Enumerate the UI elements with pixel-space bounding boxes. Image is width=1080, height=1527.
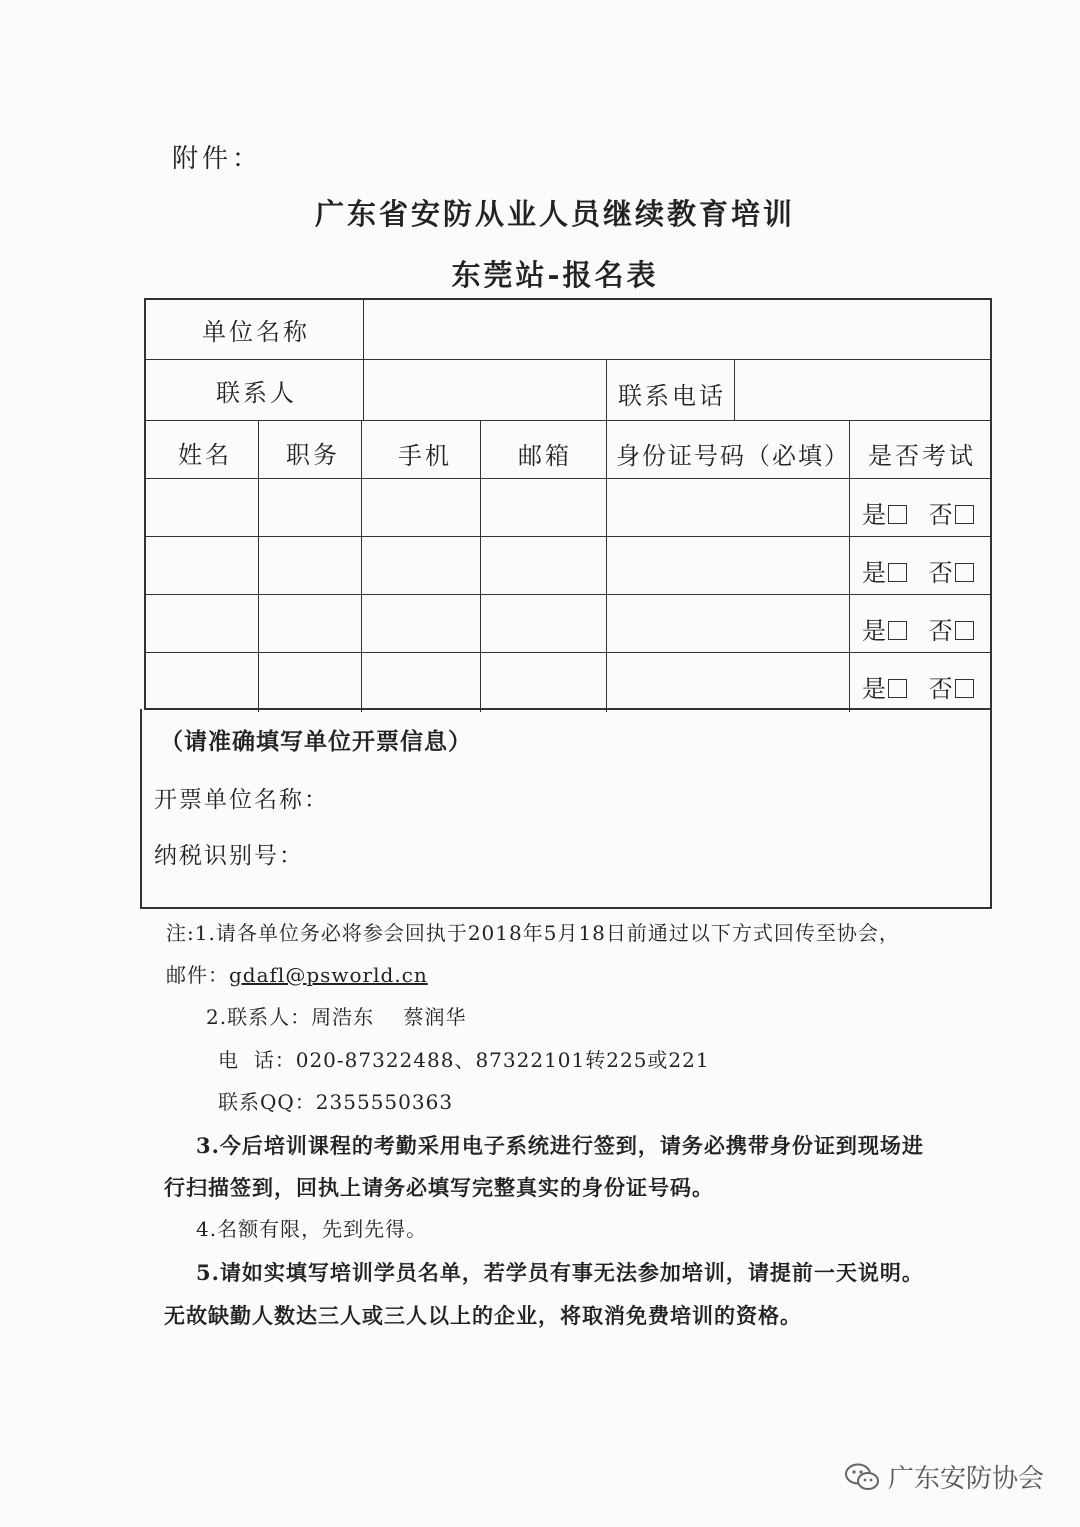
exam-yes-label: 是 — [862, 559, 886, 587]
yes-checkbox[interactable] — [888, 505, 907, 524]
unit-name-label: 单位名称 — [202, 318, 310, 346]
registration-table — [144, 298, 992, 710]
table-rule — [480, 420, 481, 712]
yes-checkbox[interactable] — [888, 563, 907, 582]
exam-no-label: 否 — [928, 559, 953, 587]
exam-yes-label: 是 — [862, 675, 886, 703]
note-5b: 无故缺勤人数达三人或三人以上的企业，将取消免费培训的资格。 — [164, 1303, 802, 1328]
note-qq: 联系QQ：2355550363 — [218, 1090, 454, 1114]
note-4: 4.名额有限，先到先得。 — [196, 1217, 428, 1241]
col-header-name: 姓名 — [178, 441, 232, 469]
col-header-email: 邮箱 — [518, 442, 572, 470]
exam-choice — [862, 611, 974, 646]
exam-choice — [862, 495, 974, 530]
table-rule — [258, 420, 259, 712]
table-rule — [361, 420, 362, 712]
exam-choice — [862, 553, 974, 588]
note-2: 2.联系人：周浩东 蔡润华 — [206, 1005, 467, 1029]
no-checkbox[interactable] — [955, 563, 974, 582]
yes-checkbox[interactable] — [888, 679, 907, 698]
attachment-label: 附件： — [172, 144, 263, 174]
note-3a: 3.今后培训课程的考勤采用电子系统进行签到，请务必携带身份证到现场进 — [196, 1133, 924, 1158]
table-rule — [606, 359, 607, 420]
table-rule — [146, 420, 990, 421]
table-rule — [146, 594, 990, 595]
exam-no-label: 否 — [928, 617, 953, 645]
contact-phone-label: 联系电话 — [618, 382, 726, 410]
yes-checkbox[interactable] — [888, 621, 907, 640]
exam-yes-label: 是 — [862, 501, 886, 529]
exam-choice — [862, 669, 974, 704]
contact-label: 联系人 — [216, 379, 297, 407]
table-rule — [734, 359, 735, 420]
table-rule — [146, 478, 990, 479]
invoice-company-label: 开票单位名称： — [154, 787, 329, 813]
exam-no-label: 否 — [928, 501, 953, 529]
no-checkbox[interactable] — [955, 621, 974, 640]
table-rule — [146, 652, 990, 653]
exam-yes-label: 是 — [862, 617, 886, 645]
col-header-id-number: 身份证号码（必填） — [616, 442, 850, 470]
col-header-exam: 是否考试 — [868, 442, 976, 470]
document-title: 广东省安防从业人员继续教育培训 — [314, 197, 795, 231]
note-3b: 行扫描签到，回执上请务必填写完整真实的身份证号码。 — [164, 1175, 714, 1200]
note-email — [166, 959, 428, 988]
table-rule — [146, 359, 990, 360]
no-checkbox[interactable] — [955, 679, 974, 698]
note-5a: 5.请如实填写培训学员名单，若学员有事无法参加培训，请提前一天说明。 — [196, 1260, 924, 1285]
email-label: 邮件： — [166, 963, 229, 987]
wechat-icon — [844, 1462, 880, 1492]
note-phone: 电 话：020-87322488、87322101转225或221 — [218, 1048, 710, 1072]
watermark-text: 广东安防协会 — [887, 1464, 1044, 1494]
table-rule — [146, 536, 990, 537]
tax-id-label: 纳税识别号： — [154, 843, 304, 869]
col-header-position: 职务 — [286, 441, 340, 469]
table-rule — [363, 300, 364, 420]
no-checkbox[interactable] — [955, 505, 974, 524]
col-header-mobile: 手机 — [398, 442, 452, 470]
invoice-heading: （请准确填写单位开票信息） — [160, 728, 472, 755]
note-1: 注:1.请各单位务必将参会回执于2018年5月18日前通过以下方式回传至协会， — [166, 921, 900, 945]
invoice-info-box — [140, 709, 992, 909]
document-subtitle: 东莞站-报名表 — [451, 258, 659, 292]
exam-no-label: 否 — [928, 675, 953, 703]
watermark — [844, 1458, 1044, 1495]
table-rule — [606, 420, 607, 712]
email-link[interactable]: gdafl@psworld.cn — [229, 963, 428, 987]
